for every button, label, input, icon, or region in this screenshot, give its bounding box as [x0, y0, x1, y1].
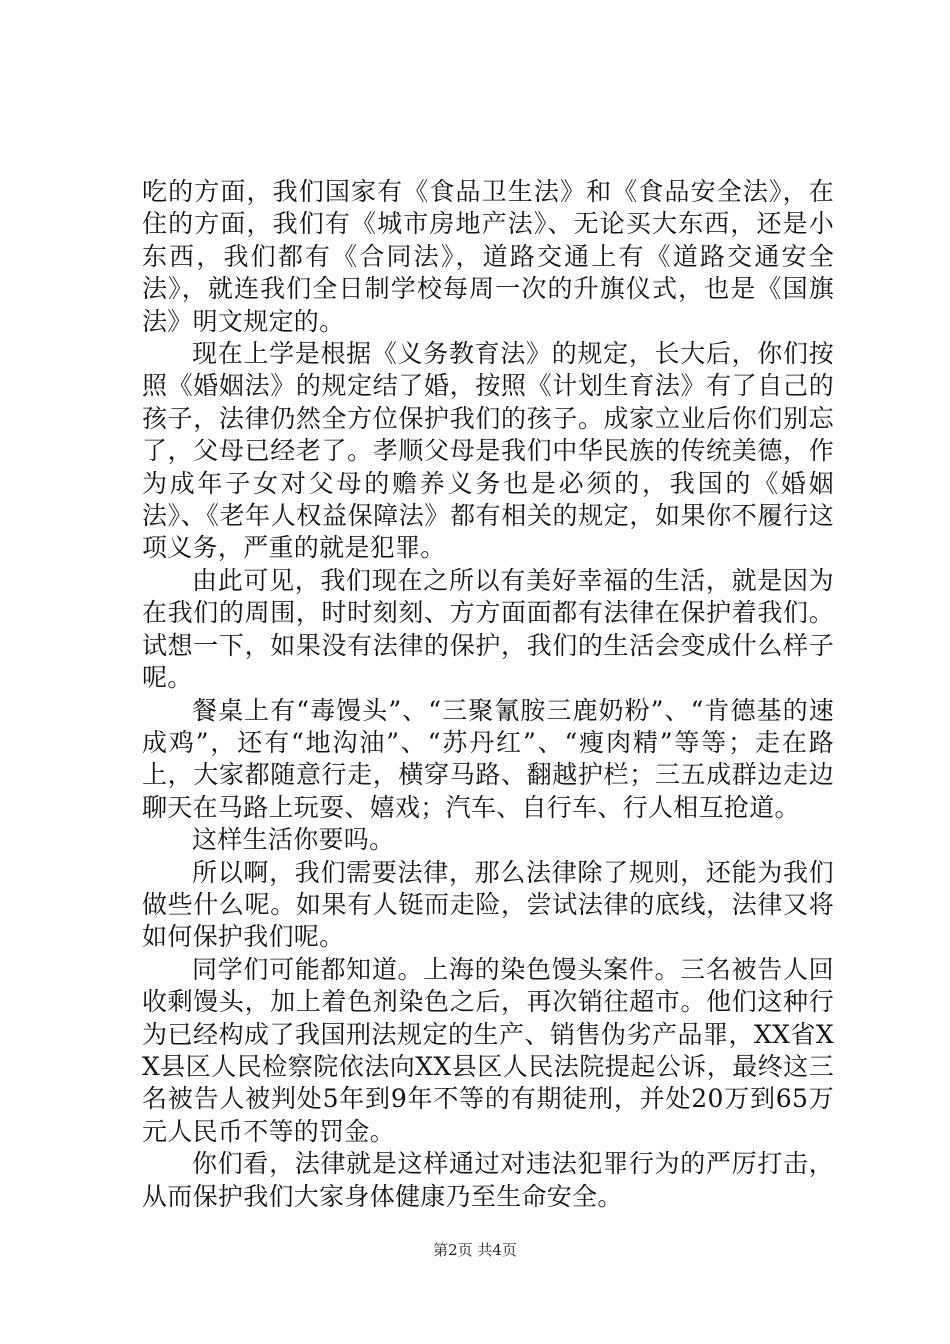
page-footer: 第2页 共4页	[433, 1241, 517, 1259]
paragraph: 同学们可能都知道。上海的染色馒头案件。三名被告人回收剩馒头，加上着色剂染色之后，再次销往超市。他们这种行为已经构成了我国刑法规定的生产、销售伪劣产品罪，XX省XX县区人民检察院依法向XX县区人民法院提起公诉，最终这三名被告人被判处5年到9年不等的有期徒刑，并处20万到65万元人民币不等的罚金。	[142, 954, 834, 1146]
paragraph: 现在上学是根据《义务教育法》的规定，长大后，你们按照《婚姻法》的规定结了婚，按照《计划生育法》有了自己的孩子，法律仍然全方位保护我们的孩子。成家立业后你们别忘了，父母已经老了。孝顺父母是我们中华民族的传统美德，作为成年子女对父母的赡养义务也是必须的，我国的《婚姻法》、《老年人权益保障法》都有相关的规定，如果你不履行这项义务，严重的就是犯罪。	[142, 339, 834, 563]
paragraph: 这样生活你要吗。	[192, 825, 395, 855]
paragraph: 你们看，法律就是这样通过对违法犯罪行为的严厉打击，从而保护我们大家身体健康乃至生命安全。	[142, 1149, 834, 1211]
paragraph: 餐桌上有“毒馒头”、“三聚氰胺三鹿奶粉”、“肯德基的速成鸡”，还有“地沟油”、“苏丹红”、“瘦肉精”等等；走在路上，大家都随意行走，横穿马路、翻越护栏；三五成群边走边聊天在马路上玩耍、嬉戏；汽车、自行车、行人相互抢道。	[142, 695, 834, 822]
paragraph: 由此可见，我们现在之所以有美好幸福的生活，就是因为在我们的周围，时时刻刻、方方面面都有法律在保护着我们。试想一下，如果没有法律的保护，我们的生活会变成什么样子呢。	[142, 565, 834, 693]
paragraph: 所以啊，我们需要法律，那么法律除了规则，还能为我们做些什么呢。如果有人铤而走险，尝试法律的底线，法律又将如何保护我们呢。	[142, 857, 834, 952]
body-text	[142, 176, 834, 1213]
paragraph-continued: 吃的方面，我们国家有《食品卫生法》和《食品安全法》，在住的方面，我们有《城市房地产法》、无论买大东西，还是小东西，我们都有《合同法》，道路交通上有《道路交通安全法》，就连我们全日制学校每周一次的升旗仪式，也是《国旗法》明文规定的。	[142, 177, 834, 336]
